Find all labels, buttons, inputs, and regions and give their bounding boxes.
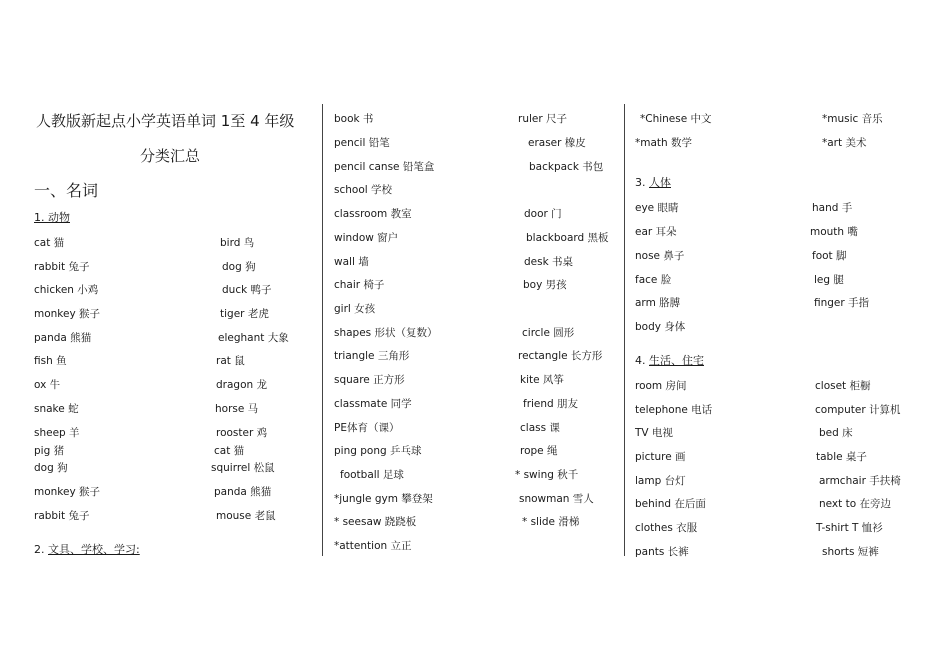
- word-eraser: eraser 橡皮: [528, 137, 586, 149]
- word-ox: ox 牛: [34, 379, 61, 391]
- word-chair: chair 椅子: [334, 279, 385, 291]
- word-seesaw: * seesaw 跷跷板: [334, 516, 417, 528]
- word-girl: girl 女孩: [334, 303, 376, 315]
- word-ruler: ruler 尺子: [518, 113, 568, 125]
- word-attention: *attention 立正: [334, 540, 412, 552]
- word-body: body 身体: [635, 321, 686, 333]
- word-rectangle: rectangle 长方形: [518, 350, 603, 362]
- section-heading-nouns: 一、名词: [34, 181, 99, 200]
- word-school: school 学校: [334, 184, 393, 196]
- word-tiger: tiger 老虎: [220, 308, 269, 320]
- word-classmate: classmate 同学: [334, 398, 412, 410]
- word-picture: picture 画: [635, 451, 686, 463]
- section-school-label: 文具、学校、学习:: [48, 543, 140, 556]
- section-body-label: 人体: [649, 176, 671, 189]
- word-next-to: next to 在旁边: [819, 498, 891, 510]
- word-shapes: shapes 形状（复数）: [334, 327, 438, 339]
- word-pants: pants 长裤: [635, 546, 689, 558]
- column-divider-1: [322, 104, 323, 556]
- word-telephone: telephone 电话: [635, 404, 713, 416]
- column-divider-2: [624, 104, 625, 556]
- word-nose: nose 鼻子: [635, 250, 685, 262]
- section-school-number: 2.: [34, 543, 45, 556]
- word-music: *music 音乐: [822, 113, 883, 125]
- word-monkey: monkey 猴子: [34, 308, 101, 320]
- word-horse: horse 马: [215, 403, 259, 415]
- word-armchair: armchair 手扶椅: [819, 475, 901, 487]
- word-shorts: shorts 短裤: [822, 546, 879, 558]
- word-bed: bed 床: [819, 427, 853, 439]
- word-door: door 门: [524, 208, 562, 220]
- word-circle: circle 圆形: [522, 327, 575, 339]
- word-rabbit: rabbit 兔子: [34, 261, 90, 273]
- word-chicken: chicken 小鸡: [34, 284, 99, 296]
- word-pencil-case: pencil canse 铅笔盒: [334, 161, 435, 173]
- word-tshirt: T-shirt T 恤衫: [816, 522, 883, 534]
- word-room: room 房间: [635, 380, 687, 392]
- word-cat: cat 猫: [34, 237, 65, 249]
- word-cat-2: cat 猫: [214, 445, 245, 457]
- section-home-label: 生活、住宅: [649, 354, 704, 367]
- word-face: face 脸: [635, 274, 672, 286]
- word-chinese: *Chinese 中文: [640, 113, 712, 125]
- word-lamp: lamp 台灯: [635, 475, 686, 487]
- word-mouth: mouth 嘴: [810, 226, 858, 238]
- word-slide: * slide 滑梯: [522, 516, 580, 528]
- word-arm: arm 胳膊: [635, 297, 681, 309]
- word-eleghant: eleghant 大象: [218, 332, 289, 344]
- word-football: football 足球: [340, 469, 404, 481]
- word-swing: * swing 秋千: [515, 469, 579, 481]
- section-body-number: 3.: [635, 176, 646, 189]
- word-triangle: triangle 三角形: [334, 350, 410, 362]
- word-boy: boy 男孩: [523, 279, 567, 291]
- word-classroom: classroom 教室: [334, 208, 412, 220]
- word-eye: eye 眼睛: [635, 202, 679, 214]
- word-backpack: backpack 书包: [529, 161, 604, 173]
- word-window: window 窗户: [334, 232, 399, 244]
- word-snowman: snowman 雪人: [519, 493, 594, 505]
- word-closet: closet 柜橱: [815, 380, 871, 392]
- word-behind: behind 在后面: [635, 498, 706, 510]
- word-pencil: pencil 铅笔: [334, 137, 390, 149]
- word-rat: rat 鼠: [216, 355, 245, 367]
- word-rabbit-2: rabbit 兔子: [34, 510, 90, 522]
- word-desk: desk 书桌: [524, 256, 574, 268]
- section-body: [635, 177, 671, 189]
- word-rooster: rooster 鸡: [216, 427, 268, 439]
- word-dog-2: dog 狗: [34, 462, 68, 474]
- page-title: 人教版新起点小学英语单词 1至 4 年级: [36, 112, 295, 130]
- word-square: square 正方形: [334, 374, 405, 386]
- word-duck: duck 鸭子: [222, 284, 272, 296]
- section-animals: 1. 动物: [34, 211, 70, 224]
- word-kite: kite 风筝: [520, 374, 564, 386]
- word-foot: foot 脚: [812, 250, 847, 262]
- word-pig: pig 猪: [34, 445, 65, 457]
- word-squirrel: squirrel 松鼠: [211, 462, 275, 474]
- word-bird: bird 鸟: [220, 237, 255, 249]
- word-monkey-2: monkey 猴子: [34, 486, 101, 498]
- word-tv: TV 电视: [635, 427, 673, 439]
- word-wall: wall 墙: [334, 256, 369, 268]
- word-dragon: dragon 龙: [216, 379, 267, 391]
- word-pe: PE体育（课）: [334, 422, 400, 434]
- word-ear: ear 耳朵: [635, 226, 677, 238]
- section-school: [34, 544, 158, 556]
- word-class: class 课: [520, 422, 560, 434]
- word-mouse: mouse 老鼠: [216, 510, 276, 522]
- word-friend: friend 朋友: [523, 398, 579, 410]
- section-home: [635, 355, 710, 367]
- page-subtitle: 分类汇总: [140, 147, 201, 165]
- word-leg: leg 腿: [814, 274, 844, 286]
- word-clothes: clothes 衣服: [635, 522, 698, 534]
- word-panda-2: panda 熊猫: [214, 486, 272, 498]
- word-dog: dog 狗: [222, 261, 256, 273]
- word-hand: hand 手: [812, 202, 853, 214]
- word-math: *math 数学: [635, 137, 693, 149]
- word-sheep: sheep 羊: [34, 427, 80, 439]
- word-book: book 书: [334, 113, 374, 125]
- word-table: table 桌子: [816, 451, 867, 463]
- section-home-number: 4.: [635, 354, 646, 367]
- word-finger: finger 手指: [814, 297, 870, 309]
- word-rope: rope 绳: [520, 445, 558, 457]
- word-computer: computer 计算机: [815, 404, 901, 416]
- word-fish: fish 鱼: [34, 355, 67, 367]
- word-snake: snake 蛇: [34, 403, 79, 415]
- word-blackboard: blackboard 黑板: [526, 232, 609, 244]
- word-jungle-gym: *jungle gym 攀登架: [334, 493, 433, 505]
- word-art: *art 美术: [822, 137, 867, 149]
- word-ping-pong: ping pong 乒乓球: [334, 445, 422, 457]
- word-panda: panda 熊猫: [34, 332, 92, 344]
